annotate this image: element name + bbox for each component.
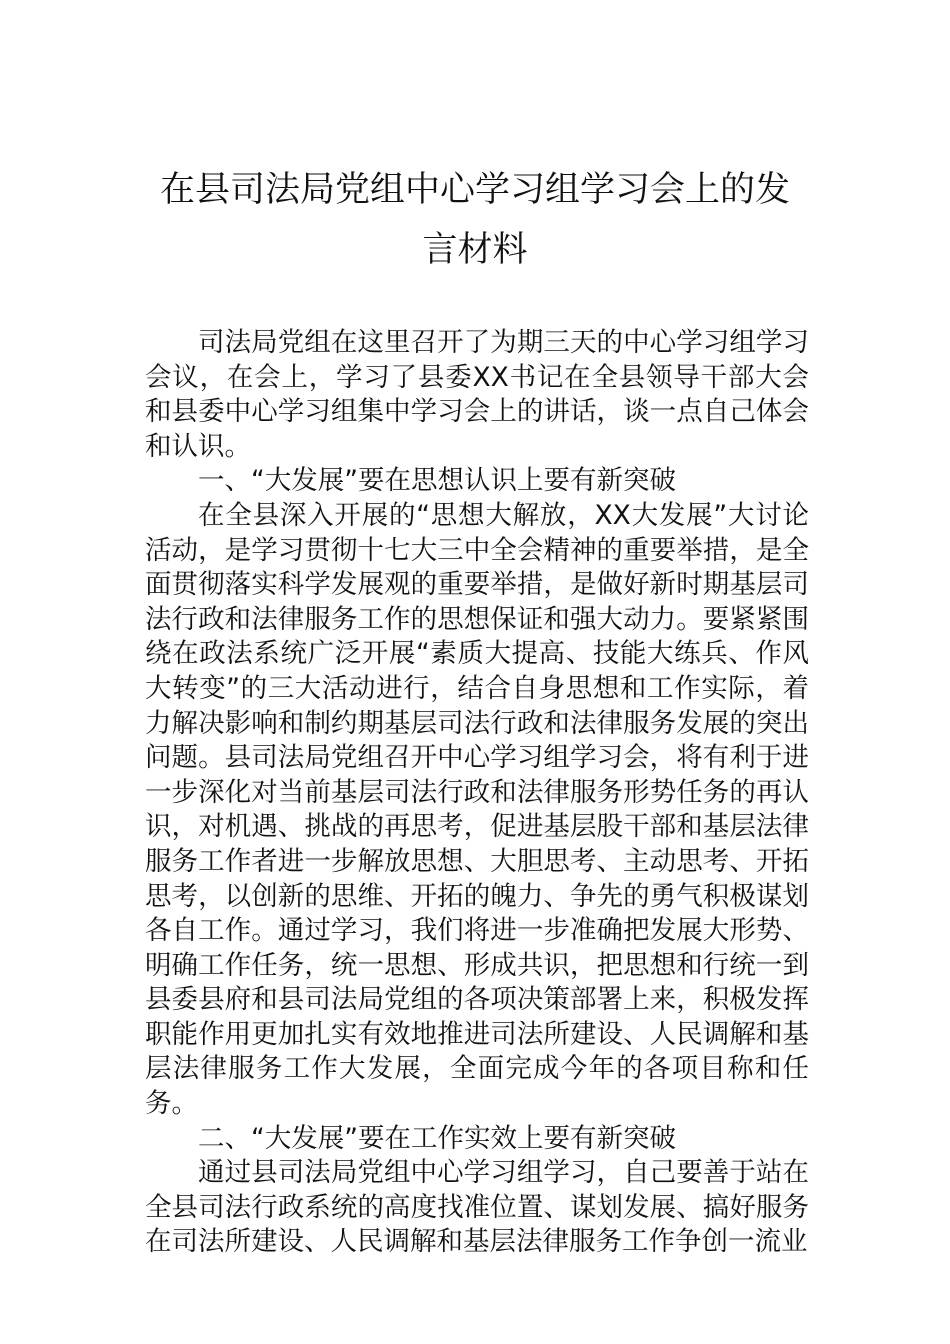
paragraph-section-1: 在全县深入开展的“思想大解放，XX大发展”大讨论活动，是学习贯彻十七大三中全会精神的重要举措，是全面贯彻落实科学发展观的重要举措，是做好新时期基层司法行政和法律服务工作的思想保证和强大动力。要紧紧围绕在政法系统广泛开展“素质大提高、技能大练兵、作风大转变”的三大活动进行，结合自身思想和工作实际，着力解决影响和制约期基层司法行政和法律服务发展的突出问题。县司法局党组召开中心学习组学习会，将有利于进一步深化对当前基层司法行政和法律服务形势任务的再认识，对机遇、挑战的再思考，促进基层股干部和基层法律服务工作者进一步解放思想、大胆思考、主动思考、开拓思考，以创新的思维、开拓的魄力、争先的勇气积极谋划各自工作。通过学习，我们将进一步准确把发展大形势、明确工作任务，统一思想、形成共识，把思想和行统一到县委县府和县司法局党组的各项决策部署上来，积极发挥职能作用更加扎实有效地推进司法所建设、人民调解和基层法律服务工作大发展，全面完成今年的各项目称和任务。	[145, 499, 809, 1120]
section-heading-2: 二、“大发展”要在工作实效上要有新突破	[198, 1122, 676, 1154]
document-title: 在县司法局党组中心学习组学习会上的发言材料	[159, 170, 790, 270]
paragraph-intro: 司法局党组在这里召开了为期三天的中心学习组学习会议，在会上，学习了县委XX书记在全县领导干部大会和县委中心学习组集中学习会上的讲话，谈一点自己体会和认识。	[145, 327, 809, 462]
document-body	[145, 326, 809, 1260]
paragraph-section-2: 通过县司法局党组中心学习组学习，自己要善于站在全县司法行政系统的高度找准位置、谋划发展、搞好服务在司法所建设、人民调解和基层法律服务工作争创一流业	[145, 1157, 809, 1258]
section-heading-1: 一、“大发展”要在思想认识上要有新突破	[198, 465, 676, 497]
